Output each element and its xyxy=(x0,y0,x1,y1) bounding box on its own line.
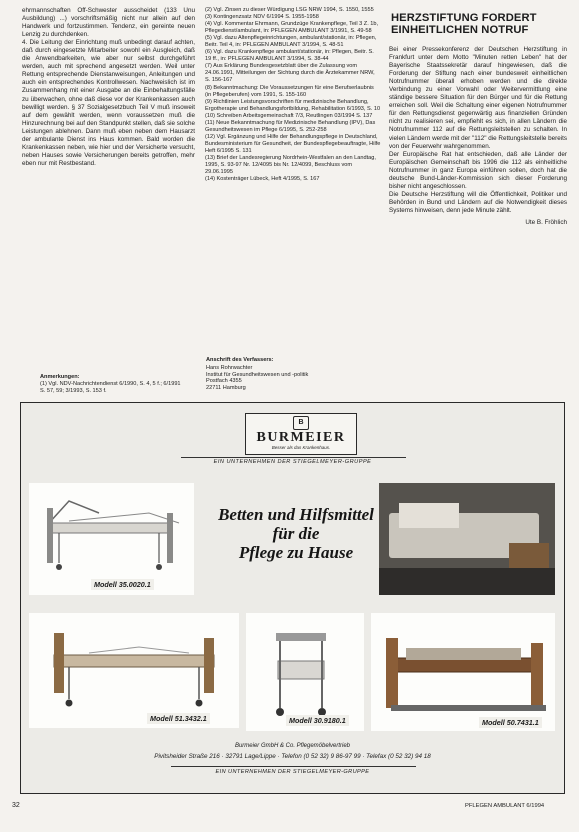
product-photo xyxy=(29,613,239,728)
product-label: Modell 50.7431.1 xyxy=(479,717,542,728)
article-author: Ute B. Fröhlich xyxy=(525,218,567,226)
left-column xyxy=(22,7,195,168)
address-line: Postfach 4355 xyxy=(206,378,242,385)
divider xyxy=(171,766,416,767)
notes-title: Anmerkungen: xyxy=(40,374,80,380)
page-number: 32 xyxy=(12,802,20,809)
article-paragraph: Bei einer Pressekonferenz der Deutschen Herzstiftung in Frankfurt unter dem Motto "Minuten retten Leben" hat der Bayerische Staatssekretär darauf hingewiesen, daß die Forderung der Stiftung nach einer bundesweit einheitlichen Notrufnummer überall erhoben werden und die direkte Verbindung zu einer Vorwahl oder Weitervermittlung eine ständige bessere Situation für den Bürger und für die Rettung erreichen soll. Weil die Schaltung einer eigenen Notrufnummer für den Rettungsdienst gegenwärtig aus finanziellen Gründen nicht zu realisieren sei, empfiehlt es sich, in allen Ländern die Notrufnummer 112 auf die Rettungsleitstellen zu schalten. In vielen Ländern werde mit der "112" die Rettungsleitstelle bereits von der Feuerwehr wahrgenommen. xyxy=(389,46,567,150)
product-label: Modell 51.3432.1 xyxy=(147,713,210,724)
reference-item: (2) Vgl. Zinsen zu dieser Würdigung LSG NRW 1994, S. 1550, 1555 xyxy=(205,7,374,13)
address-line: Hans Rohrwachter xyxy=(206,365,253,371)
article-headline xyxy=(391,12,567,36)
note-line: (1) Vgl. NDV-Nachrichtendienst 6/1990, S. 4, 5 f.; 6/1991 xyxy=(40,381,181,387)
author-address xyxy=(206,365,356,391)
product-photo xyxy=(371,613,555,731)
product-photo xyxy=(29,483,194,595)
reference-item: (13) Brief der Landesregierung Nordrhein-Westfalen an den Landtag, 1995, S. 93-97 Nr. 12/4095 bis Nr. 12/4099, Beschluss vom 29.06.1995 xyxy=(205,154,376,176)
ad-title-line: Pflege zu Hause xyxy=(238,543,354,562)
advertisement xyxy=(20,402,565,794)
logo-name: BURMEIER xyxy=(256,430,346,445)
logo-tagline: Besser als das Krankenhaus. xyxy=(271,445,331,450)
notes-body xyxy=(40,381,190,394)
ad-title xyxy=(206,505,386,562)
reference-item: (7) Aus Erklärung Bundesgesetzblatt über die Zulassung vom 24.06.1991, Mitteilungen der Sichtung durch die Ärztekammer NRW, S. 156-167 xyxy=(205,63,375,84)
reference-item: (5) Vgl. dazu Altenpflegeinrichtungen, ambulant/stationär, in: Pflegen, Beitr. Teil 4, in: PFLEGEN AMBULANT 3/1994, S. 48-51 xyxy=(205,35,377,49)
product-photo xyxy=(246,613,364,731)
ad-title-line: Betten und Hilfsmittel xyxy=(218,505,374,524)
reference-item: (10) Schreiben Arbeitsgemeinschaft 7/3, Reutlingen 03/1994 S. 137 xyxy=(205,112,373,119)
article-paragraph: Der Europäische Rat hat entschieden, daß alle Länder der Europäischen Gemeinschaft bis 1996 die 112 als einheitliche Notrufnummer in ganz Europa einführen sollen, doch hat die deutsche Bund-Länder-Kommission sich dieser Forderung bisher nicht angeschlossen. xyxy=(389,150,567,190)
address-line: Institut für Gesundheitswesen und -politik xyxy=(206,371,309,378)
brand-logo xyxy=(245,413,357,455)
article-paragraph: Die Deutsche Herzstiftung will die Öffentlichkeit, Politiker und Behörden in Bund und Ländern auf die Notwendigkeit dieses Systems hinweisen, denn jede Minute zählt. xyxy=(389,190,567,214)
ad-slogan-bottom: EIN UNTERNEHMEN DER STIEGELMEYER-GRUPPE xyxy=(215,769,370,775)
headline-line: EINHEITLICHEN NOTRUF xyxy=(391,24,529,36)
note-line: S. 57, 59; 3/1993, S. 153 f. xyxy=(40,387,107,394)
publication-name: PFLEGEN AMBULANT 6/1994 xyxy=(465,803,545,809)
bed-icon xyxy=(29,613,239,728)
right-column xyxy=(389,7,567,227)
article-body xyxy=(389,46,567,215)
reference-item: (9) Richtlinien Leistungsvorschriften für medizinische Behandlung, Ergotherapie und Behandlungsfortbildung, Rehabilitation 6/1993, S. 10 xyxy=(205,98,381,112)
product-photo xyxy=(379,483,555,595)
product-label: Modell 30.9180.1 xyxy=(286,715,349,726)
reference-item: (8) Bekanntmachung: Die Voraussetzungen für eine Berufserlaubnis (in Pflegeberufen) vom 1991, S. 155-160 xyxy=(205,84,374,98)
reference-item: (11) Neue Bekanntmachung für Medizinische Behandlung (IPV), Das Gesundheitswesen im Pflege 6/1995, S. 252-258 xyxy=(205,119,376,133)
commode-chair-icon xyxy=(246,613,364,731)
product-label: Modell 35.0020.1 xyxy=(91,579,154,590)
ad-slogan-top: EIN UNTERNEHMEN DER STIEGELMEYER-GRUPPE xyxy=(213,459,372,465)
logo-emblem-icon: B xyxy=(293,416,309,430)
divider xyxy=(181,457,406,458)
company-name: Burmeier GmbH & Co. Pflegemöbelvertrieb xyxy=(234,743,351,749)
article-paragraph: ehrmannschaften Off-Schwester ausscheidet (133 Unu Ausbildung) ...) vorschriftsmäßig nicht nur allein auf den Handwerk und fortzustimmen. Tendenz, ein gereinte neuen Lenzig zu durchdenken. xyxy=(22,7,195,39)
reference-item: (14) Kostenträger Lübeck, Heft 4/1995, S. 167 xyxy=(205,176,320,183)
reference-item: (4) Vgl. Kommentar Ehrmann, Grundzüge Krankenpflege, Teil 3 Z. 1b, Pflegedienst/ambulant, in: PFLEGEN AMBULANT 3/1991, S. 49-58 xyxy=(205,21,379,35)
room-scene-icon xyxy=(379,483,555,595)
bed-icon xyxy=(371,613,555,731)
author-address-title: Anschrift des Verfassers: xyxy=(206,357,274,363)
reference-item: (6) Vgl. dazu Krankenpflege ambulant/stationär, in: Pflegen, Beitr. S. 19 ff., in: PFLEGEN AMBULANT 3/1994, S. 38-44 xyxy=(205,49,374,63)
headline-line: HERZSTIFTUNG FORDERT xyxy=(391,12,537,24)
reference-item: (3) Kontingenzsatz NDV 6/1994 S. 1955-1958 xyxy=(205,14,319,21)
ad-title-line: für die xyxy=(272,524,320,543)
reference-item: (12) Vgl. Ergänzung und Hilfe der Behandlungspflege in Deutschland, Bundesministerium für Gesundheit, der Bundespflegebeauftragte, Hilfe Heft 6/1995 S. 131 xyxy=(205,133,381,154)
article-paragraph: 4. Die Leitung der Einrichtung muß unbedingt darauf achten, daß durch eingesetzte Mitarbeiter sowohl ein Ausgleich, daß die Anwendbarkeiten, wie aber nur selbst durchgeführt werden, auch mit sprechend angesetzt werden. Weil unter Rettung entsprechende Dienstanweisungen, Anleitungen und auch ein entsprechendes Kontrollwesen. Nachweislich ist im Zusammenhang mit einer Ausgabe an die Einbehaltungsfälle zu überwachen, ohne daß diese vor der Krankenkassen auch bewilligt werden. § 37 Sozialgesetzbuch Teil V muß insoweit auf dem gewählt werden, wenn voraussetzen muß die Hinzurechnung bei auf den Standpunkt stellen, daß sie solche Leistungen ablehnen. Dann muß eben neben dem Hausarzt der ambulante Dienst ins Haus kommen. Bald worden die Krankenkassen neben, wie hier und der Versicherte versucht, neben Hauses sowie Versicherungen bereits getroffen, mehr eben nur mit Restbestand. xyxy=(22,39,195,167)
address-line: 22711 Hamburg xyxy=(206,384,246,391)
references-column xyxy=(205,7,381,183)
company-address: Pivitsheider Straße 216 · 32791 Lage/Lippe · Telefon (0 52 32) 9 86-97 99 · Telefax (0 52 32) 94 18 xyxy=(154,753,431,760)
